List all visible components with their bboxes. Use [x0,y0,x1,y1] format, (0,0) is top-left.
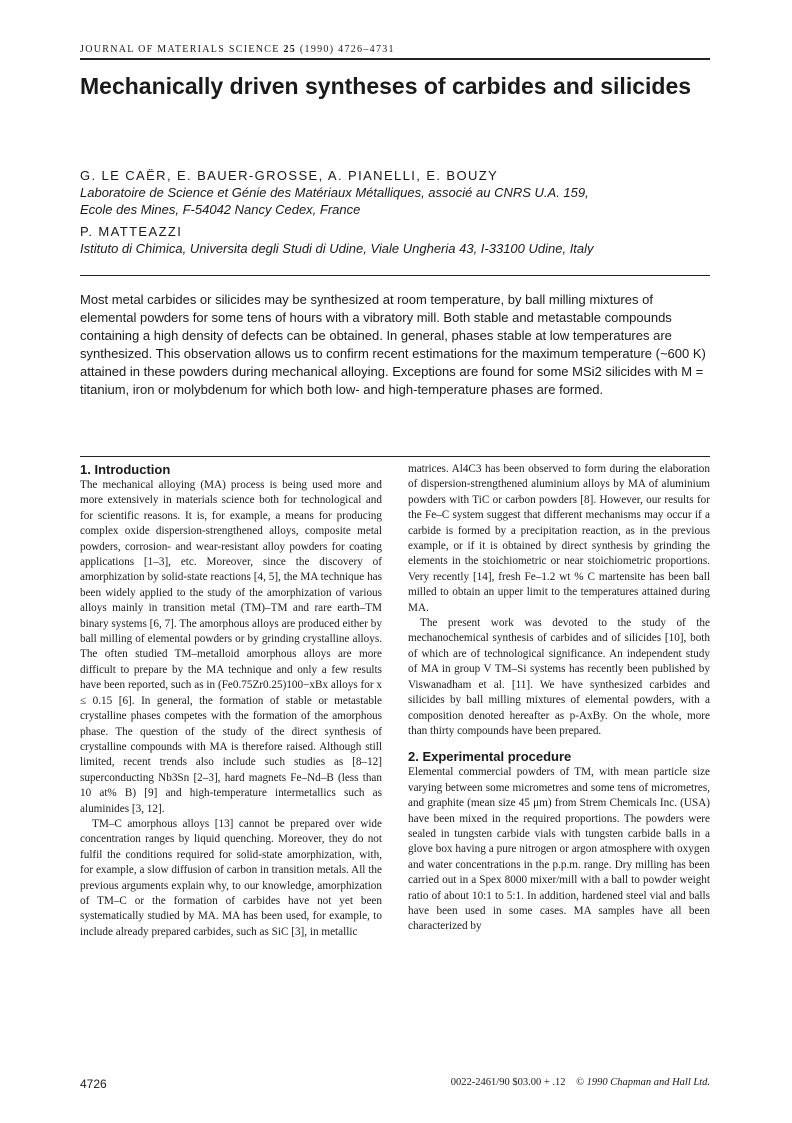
intro-paragraph-3: matrices. Al4C3 has been observed to form during the elaboration of dispersion-strengthened aluminium alloys by MA of aluminium powders with TiC or carbon powders [8]. However, our results for the Fe–C system suggest that different mechanisms may occur if a carbide is formed by a precipitation reaction, as in the previous example, or if it is obtained by direct synthesis by grinding the elements in the stoichiometric or near stoichiometric proportions. Very recently [14], fresh Fe–1.2 wt % C martensite has been ball milled to obtain an upper limit to the temperatures attained during MA. [408,463,710,614]
header-rule [80,58,710,60]
column-left [80,462,382,940]
page-number: 4726 [80,1077,107,1091]
footer-publisher [396,1077,710,1088]
affiliation-2 [80,240,720,257]
intro-paragraph-2: TM–C amorphous alloys [13] cannot be prepared over wide concentration ranges by liquid quenching. Moreover, they do not fulfil the conditions required for solid-state amorphization, with, for example, a slow diffusion of carbon in transition metals. All the previous arguments explain why, to our knowledge, amorphization of TM–C or the formation of carbides have not yet been systematically studied by MA. MA has been used, for example, to include already prepared carbides, such as SiC [3], in metallic [80,817,382,938]
author-block [80,167,720,262]
abstract-rule-bottom [80,456,710,457]
affiliation-1-line-1: Laboratoire de Science et Génie des Matériaux Métalliques, associé au CNRS U.A. 159, [80,185,589,200]
journal-year-pages: (1990) 4726–4731 [299,44,395,55]
paper-title: Mechanically driven syntheses of carbides and silicides [80,73,692,99]
author-names-group-2: P. MATTEAZZI [80,224,183,239]
abstract-rule-top [80,275,710,276]
issn-price: 0022-2461/90 $03.00 + .12 [450,1077,566,1088]
affiliation-1-line-2: Ecole des Mines, F-54042 Nancy Cedex, France [80,202,361,217]
running-head [80,44,710,55]
abstract: Most metal carbides or silicides may be synthesized at room temperature, by ball milling mixtures of elemental powders for some tens of hours with a vibratory mill. Both stable and metastable compounds containing a high density of defects can be obtained. In general, phases stable at low temperatures are synthesized. This observation allows us to confirm recent estimations for the maximum temperature (~600 K) attained in these powders during mechanical alloying. Exceptions are found for some MSi2 silicides with M = titanium, iron or molybdenum for which both low- and high-temperature phases are formed. [80,292,706,397]
journal-name: JOURNAL OF MATERIALS SCIENCE [80,44,280,55]
affiliation-1 [80,184,720,218]
column-right [408,462,710,935]
journal-volume: 25 [283,44,297,55]
affiliation-2-line-1: Istituto di Chimica, Universita degli Studi di Udine, Viale Ungheria 43, I-33100 Udine, Italy [80,241,594,256]
experimental-paragraph-1: Elemental commercial powders of TM, with mean particle size varying between some micrometres and some tens of micrometres, and graphite (mean size 45 μm) from Strem Chemicals Inc. (USA) have been mixed in the required proportions. The powders were sealed in tungsten carbide vials with tungsten carbide balls in a glove box having a pure nitrogen or argon atmosphere with oxygen and water concentrations in the p.p.m. range. Dry milling has been carried out in a Spex 8000 mixer/mill with a ball to powder weight ratio of about 10:1 to 5:1. In addition, hardened steel vial and balls have been used in some cases. MA samples have all been characterized by [408,766,710,933]
section-heading-experimental: 2. Experimental procedure [408,749,572,765]
intro-paragraph-4: The present work was devoted to the study of the mechanochemical synthesis of carbides and of silicides [10], both of which are of technological significance. An independent study of MA in group V TM–Si systems has recently been published by Viswanadham et al. [11]. We have synthesized carbides and silicides by ball milling mixtures of elemental powders, with a composition denoted hereafter as p-AxBy. On the whole, more than thirty compounds have been prepared. [408,617,710,737]
intro-paragraph-1: The mechanical alloying (MA) process is being used more and more extensively in materials science both for technological and for scientific reasons. It is, for example, a means for producing complex oxide dispersion-strengthened alloys, composite metal powders, corrosion- and wear-resistant alloy powders for coating applications [1–3], etc. Moreover, since the discovery of amorphization by solid-state reactions [4, 5], the MA technique has been widely applied to the study of the amorphization of various alloys mainly in transition metal (TM)–TM and rare earth–TM binary systems [6, 7]. The amorphous alloys are produced either by ball milling of elemental powders or by grinding crystalline alloys. The often studied TM–metalloid amorphous alloys are more difficult to prepare by the MA technique and only a few results have been reported, such as in (Fe0.75Zr0.25)100−xBx alloys for x ≤ 0.15 [6]. In general, the formation of stable or metastable crystalline phases competes with the formation of the amorphous phase. The question of the study of the direct synthesis of crystalline compounds with MA is therefore raised. Although still limited, recent trends also include such studies as [8–12] superconducting Nb3Sn [2–3], hard magnets Fe–Nd–B (less than 10 at% B) [9] and high-temperature intermetallics such as aluminides [3, 12]. [80,479,382,815]
copyright: © 1990 Chapman and Hall Ltd. [576,1077,710,1088]
author-names-group-1: G. LE CAËR, E. BAUER-GROSSE, A. PIANELLI, E. BOUZY [80,168,499,183]
section-heading-introduction: 1. Introduction [80,462,171,477]
section-spacer [408,739,710,749]
